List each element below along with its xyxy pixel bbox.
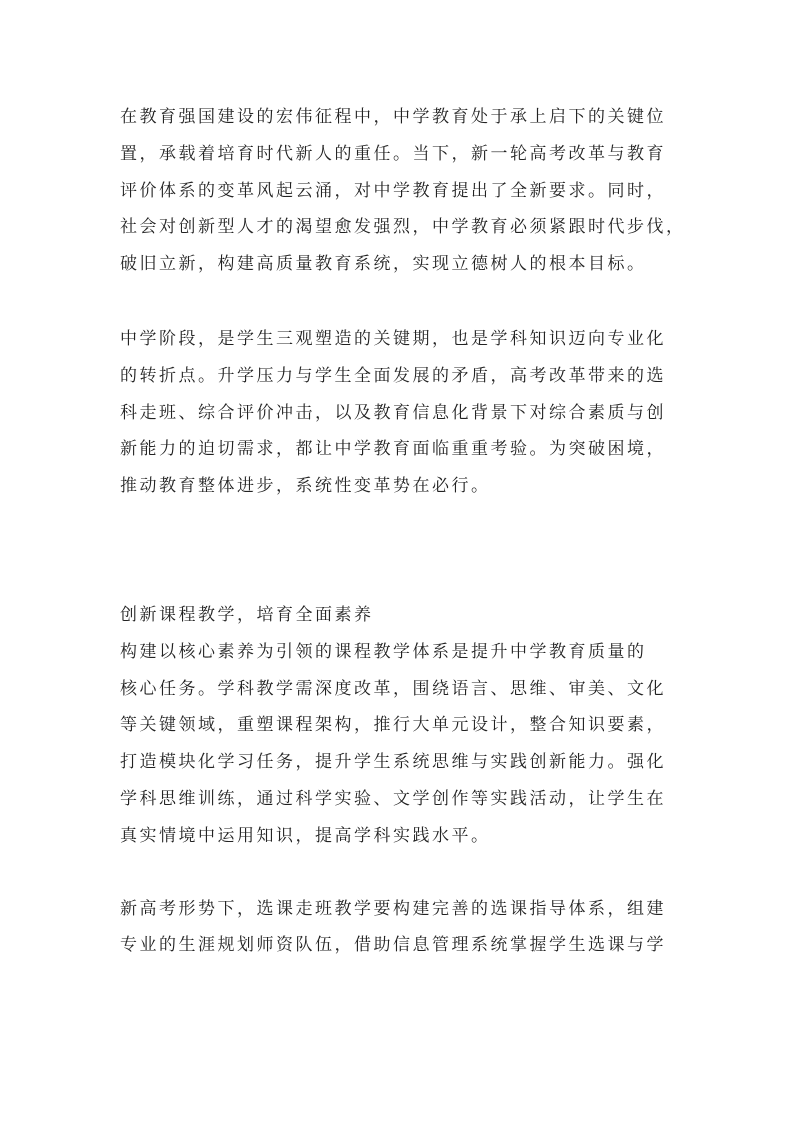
paragraph-course-selection <box>120 891 720 965</box>
text-line: 打造模块化学习任务，提升学生系统思维与实践创新能力。强化 <box>120 752 666 773</box>
text-line: 破旧立新，构建高质量教育系统，实现立德树人的根本目标。 <box>120 254 647 275</box>
text-line: 核心任务。学科教学需深度改革，围绕语言、思维、审美、文化 <box>120 678 666 699</box>
text-line: 评价体系的变革风起云涌，对中学教育提出了全新要求。同时， <box>120 180 666 201</box>
text-line: 新高考形势下，选课走班教学要构建完善的选课指导体系，组建 <box>120 898 666 919</box>
text-line: 等关键领域，重塑课程架构，推行大单元设计，整合知识要素， <box>120 715 666 736</box>
paragraph-intro <box>120 99 720 283</box>
text-line: 真实情境中运用知识，提高学科实践水平。 <box>120 825 491 846</box>
text-line: 科走班、综合评价冲击，以及教育信息化背景下对综合素质与创 <box>120 402 666 423</box>
text-line: 在教育强国建设的宏伟征程中，中学教育处于承上启下的关键位 <box>120 107 666 127</box>
text-line: 新能力的迫切需求，都让中学教育面临重重考验。为突破困境， <box>120 439 666 460</box>
text-line: 学科思维训练，通过科学实验、文学创作等实践活动，让学生在 <box>120 788 666 809</box>
document-page <box>120 99 720 964</box>
text-line: 社会对创新型人才的渴望愈发强烈，中学教育必须紧跟时代步伐， <box>120 217 686 238</box>
text-line: 构建以核心素养为引领的课程教学体系是提升中学教育质量的 <box>120 641 647 662</box>
text-line: 推动教育整体进步，系统性变革势在必行。 <box>120 476 491 497</box>
text-line: 专业的生涯规划师资队伍，借助信息管理系统掌握学生选课与学 <box>120 935 666 956</box>
text-line: 置，承载着培育时代新人的重任。当下，新一轮高考改革与教育 <box>120 143 666 164</box>
paragraph-challenges <box>120 321 720 505</box>
paragraph-curriculum <box>120 634 720 855</box>
section-heading: 创新课程教学，培育全面素养 <box>120 604 374 625</box>
text-line: 中学阶段，是学生三观塑造的关键期，也是学科知识迈向专业化 <box>120 328 666 349</box>
text-line: 的转折点。升学压力与学生全面发展的矛盾，高考改革带来的选 <box>120 365 666 386</box>
